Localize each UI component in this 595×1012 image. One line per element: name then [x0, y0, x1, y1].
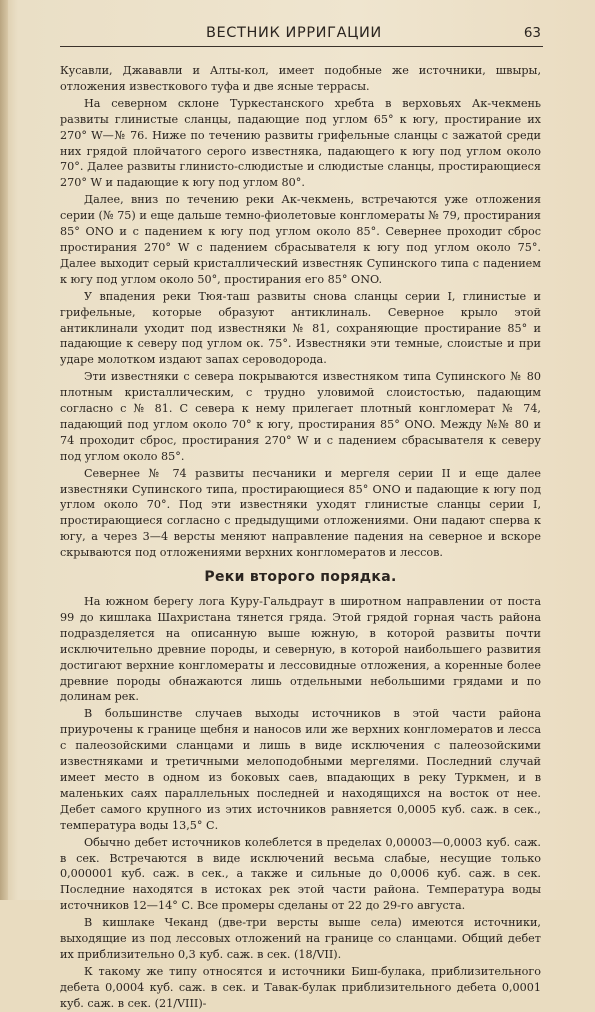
journal-title: ВЕСТНИК ИРРИГАЦИИ: [206, 25, 382, 41]
paragraph: На северном склоне Туркестанского хребта в верховьях Ак-чекмень развиты глинистые сланцы, падающие под углом 65° к югу, простирание их 270° W—№ 76. Ниже по течению развиты грифельные сланцы с зажатой среди них грядой плойчатого серого известняка, падающего к югу под углом около 70°. Далее развиты глинисто-слюдистые и слюдистые сланцы, простирающиеся 270° W и падающие к югу под углом 80°.: [60, 96, 541, 190]
page-number: 63: [523, 25, 541, 41]
paragraph: Севернее № 74 развиты песчаники и мергеля серии II и еще далее известняки Супинского типа, простирающиеся 85° ONO и падающие к югу под углом около 70°. Под эти известняки уходят глинистые сланцы серии I, простирающиеся согласно с предыдущими отложениями. Они падают сперва к югу, а через 3—4 версты меняют направление падения на северное и вскоре скрываются под отложениями верхних конгломератов и лессов.: [60, 466, 541, 560]
article-body: [60, 63, 541, 1012]
paragraph: На южном берегу лога Куру-Гальдраут в широтном направлении от поста 99 до кишлака Шахристана тянется гряда. Этой грядой горная часть района подразделяется на описанную выше южную, в которой развиты почти исключительно древние породы, и северную, в которой наибольшего развития достигают верхние конгломераты и лессовидные отложения, а коренные более древние породы обнажаются лишь отдельными небольшими грядами и по долинам рек.: [60, 595, 541, 704]
paragraph: Эти известняки с севера покрываются известняком типа Супинского № 80 плотным кристаллическим, с трудно уловимой слоистостью, падающим согласно с № 81. С севера к нему прилегает плотный конгломерат № 74, падающий под углом около 70° к югу, простирания 85° ONO. Между №№ 80 и 74 проходит сброс, простирания 270° W и с падением сбрасывателя к северу под углом около 85°.: [60, 370, 541, 463]
running-header: [60, 22, 543, 47]
paragraph: Кусавли, Джававли и Алты-кол, имеет подобные же источники, швыры, отложения известкового туфа и две ясные террасы.: [60, 64, 541, 93]
page-spine: [0, 0, 8, 900]
section-heading: Реки второго порядка.: [204, 569, 397, 586]
paragraph: В большинстве случаев выходы источников в этой части района приурочены к границе щебня и наносов или же верхних конгломератов и лесса с палеозойскими сланцами и лишь в виде исключения с палеозойскими известняками и третичными мелоподобными мергелями. Последний случай имеет место в одном из боковых саев, впадающих в реку Туркмен, и в маленьких саях параллельных последней и находящихся на восток от нее. Дебет самого крупного из этих источников равняется 0,0005 куб. саж. в сек., температура воды 13,5° С.: [60, 707, 541, 832]
paragraph: В кишлаке Чеканд (две-три версты выше села) имеются источники, выходящие из под лессовых отложений на границе со сланцами. Общий дебет их приблизительно 0,3 куб. саж. в сек. (18/VII).: [60, 916, 541, 961]
paragraph: У впадения реки Тюя-таш развиты снова сланцы серии I, глинистые и грифельные, которые образуют антиклиналь. Северное крыло этой антиклинали уходит под известняки № 81, сохраняющие простирание 85° и падающие к северу под углом ок. 75°. Известняки эти темные, слоистые и при ударе молотком издают запах сероводорода.: [60, 289, 541, 367]
paragraph: Далее, вниз по течению реки Ак-чекмень, встречаются уже отложения серии (№ 75) и еще дальше темно-фиолетовые конгломераты № 79, простирания 85° ONO и с падением к югу под углом около 85°. Севернее проходит сброс простирания 270° W с падением сбрасывателя к югу под углом около 75°. Далее выходит серый кристаллический известняк Супинского типа с падением к югу под углом около 50°, простирания его 85° ONO.: [60, 193, 541, 286]
paragraph: К такому же типу относятся и источники Биш-булака, приблизительного дебета 0,0004 куб. саж. в сек. и Тавак-булак приблизительного дебета 0,0001 куб. саж. в сек. (21/VIII)-: [60, 964, 541, 1010]
paragraph: Обычно дебет источников колеблется в пределах 0,00003—0,0003 куб. саж. в сек. Встречаются в виде исключений весьма слабые, несущие только 0,000001 куб. саж. в сек., а также и сильные до 0,0006 куб. саж. в сек. Последние находятся в истоках рек этой части района. Температура воды источников 12—14° С. Все промеры сделаны от 22 до 29-го августа.: [60, 835, 541, 913]
